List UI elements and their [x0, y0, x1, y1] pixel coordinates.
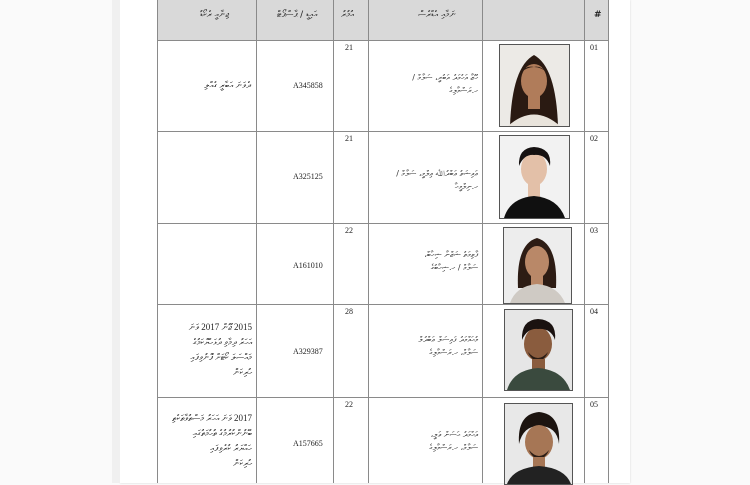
address-line: ސަލާމް، ހ.ރަސްމާލިގެ: [429, 443, 478, 452]
row-name-address: [374, 71, 478, 97]
remarks-line: މައްސަލަ ކޯޓަށް ފޮނުވިފައި: [190, 352, 252, 362]
row-divider: [157, 397, 608, 398]
name-line: މުޙައްމަދު ފައިސަލް ޢަބްދުލް: [418, 335, 478, 344]
row-serial: 01: [590, 43, 598, 52]
person-photo: [499, 44, 570, 127]
remarks-line: ހައްޔަރު ކުރެވިފައި: [209, 443, 252, 453]
row-remarks: [161, 320, 252, 380]
row-age: 21: [345, 134, 353, 143]
row-age: 22: [345, 400, 353, 409]
column-divider: [608, 0, 609, 483]
remarks-line: ބޭނުންކުރުމުގެ ތުހުމަތުގައި: [192, 428, 252, 438]
address-line: ސަލާމް، ހ.ރަސްމާލިގެ: [429, 348, 478, 357]
address-line: ހ.ނިލްމީހާ: [454, 182, 478, 191]
row-name-address: [374, 167, 478, 193]
address-line: ސަލާމް / ހ.ޝިހާބުގެ: [430, 263, 478, 272]
remarks-line: ހުރިކަން: [233, 458, 252, 468]
row-passport: A157665: [293, 439, 323, 448]
row-name-address: [374, 428, 478, 454]
address-line: ހ.ރަސްމާލިގެ: [449, 86, 478, 95]
row-serial: 05: [590, 400, 598, 409]
column-divider: [368, 0, 369, 483]
header-id-passport: އައިޑީ / ޕާސްޕޯޓް: [277, 10, 318, 20]
row-name-address: [374, 248, 478, 274]
row-passport: A329387: [293, 347, 323, 356]
column-divider: [584, 0, 585, 483]
column-divider: [256, 0, 257, 483]
row-divider: [157, 131, 608, 132]
person-photo: [504, 309, 573, 391]
row-name-address: [374, 333, 478, 359]
name-line: އަޙްމަދު ޙަސަން ޢަލީ،: [430, 430, 478, 439]
remarks-line: އަހަރު ދިމާވި ދުޅަހެޔޮކަމުގެ: [192, 337, 252, 347]
header-remarks: ޖިނާއީ ރެކޯޑު: [200, 10, 230, 20]
name-line: ހޫޒާ އަހުމަދު އަބުރީ، ސަލާމް /: [412, 73, 478, 82]
column-divider: [482, 0, 483, 483]
column-divider: [333, 0, 334, 483]
header-name-address: ނަމާއި އެޑްރެސް: [418, 10, 456, 20]
person-photo: [503, 227, 572, 304]
row-passport: A345858: [293, 81, 323, 90]
row-passport: A161010: [293, 261, 323, 270]
row-serial: 04: [590, 307, 598, 316]
row-passport: A325125: [293, 172, 323, 181]
row-age: 21: [345, 43, 353, 52]
row-age: 28: [345, 307, 353, 316]
row-age: 22: [345, 226, 353, 235]
row-divider: [157, 304, 608, 305]
table-header: [157, 0, 608, 41]
remarks-line: ދެވަނަ އަބާރީ ގެއްލި: [204, 80, 251, 90]
row-remarks: [161, 411, 252, 471]
row-serial: 02: [590, 134, 598, 143]
name-line: ޢައިޝަތު ޢަބްދުﷲ ޢިލްމީ، ސަލާމް /: [396, 169, 478, 178]
remarks-line: 2015 ޖޫން 2017 ވަނަ: [188, 322, 252, 332]
person-photo: [499, 135, 570, 219]
row-remarks: [163, 78, 251, 93]
header-age: އުމުރު: [341, 10, 354, 20]
column-divider: [157, 0, 158, 483]
row-divider: [157, 223, 608, 224]
name-line: ފާތިމަތު ޝަޒްނާ ޝިހާބް،: [424, 250, 478, 259]
remarks-line: ހުރިކަން: [233, 367, 252, 377]
remarks-line: 2017 ވަނަ އަހަރު މަސްތުވާތަކެތި: [171, 413, 252, 423]
header-serial: #: [594, 10, 602, 20]
row-serial: 03: [590, 226, 598, 235]
person-photo: [504, 403, 573, 485]
